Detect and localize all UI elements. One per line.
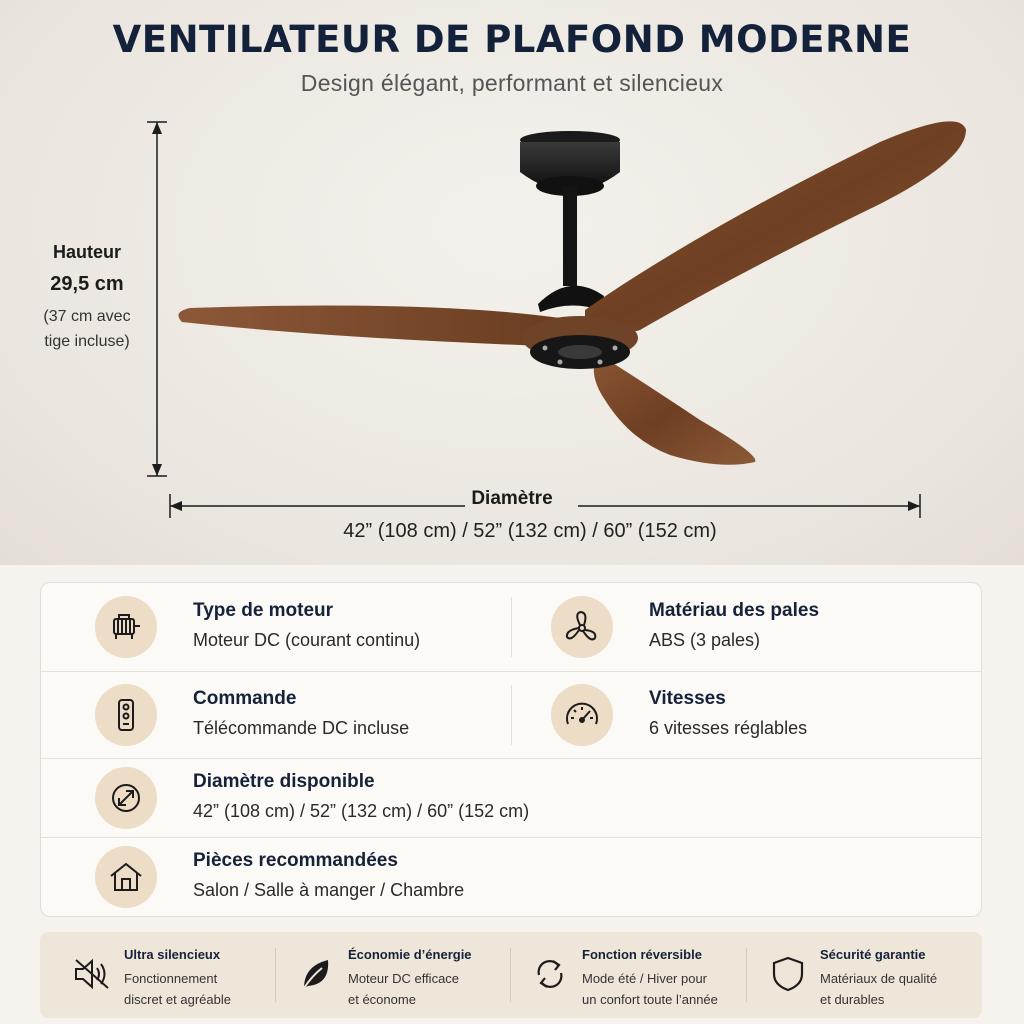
shield-icon bbox=[766, 952, 810, 996]
feature-divider bbox=[510, 948, 511, 1002]
spec-value: Télécommande DC incluse bbox=[193, 718, 410, 738]
features-bar bbox=[40, 932, 982, 1018]
remote-icon bbox=[95, 684, 157, 746]
diameter-value: 42” (108 cm) / 52” (132 cm) / 60” (152 cm) bbox=[343, 520, 717, 542]
feature-description bbox=[348, 968, 459, 1010]
feature-description bbox=[820, 968, 937, 1010]
height-value: 29,5 cm bbox=[50, 273, 124, 295]
feature-title: Économie d’énergie bbox=[348, 947, 472, 962]
height-label bbox=[22, 242, 152, 354]
page-subtitle: Design élégant, performant et silencieux bbox=[300, 70, 724, 96]
house-icon bbox=[95, 846, 157, 908]
feature-title: Fonction réversible bbox=[582, 947, 702, 962]
row-divider bbox=[41, 758, 981, 759]
feature-line: discret et agréable bbox=[124, 992, 231, 1007]
leaf-icon bbox=[294, 952, 338, 996]
fan-canopy bbox=[520, 131, 620, 312]
diameter-icon bbox=[95, 767, 157, 829]
height-title: Hauteur bbox=[52, 242, 121, 262]
spec-value: Moteur DC (courant continu) bbox=[193, 630, 421, 650]
row-divider bbox=[41, 837, 981, 838]
height-note-line-1: (37 cm avec bbox=[43, 308, 131, 325]
feature-title: Sécurité garantie bbox=[820, 947, 926, 962]
feature-line: Mode été / Hiver pour bbox=[582, 971, 708, 986]
spec-label: Commande bbox=[193, 688, 297, 709]
spec-value: ABS (3 pales) bbox=[649, 630, 761, 650]
spec-label: Pièces recommandées bbox=[193, 850, 398, 871]
spec-label: Matériau des pales bbox=[649, 600, 820, 621]
specs-card bbox=[40, 582, 982, 917]
feature-description bbox=[124, 968, 231, 1010]
spec-label: Vitesses bbox=[649, 688, 726, 709]
spec-value: Salon / Salle à manger / Chambre bbox=[193, 880, 465, 900]
feature-line: Moteur DC efficace bbox=[348, 971, 460, 986]
row-divider bbox=[41, 671, 981, 672]
feature-line: et durables bbox=[820, 992, 885, 1007]
page-title: VENTILATEUR DE PLAFOND MODERNE bbox=[112, 18, 912, 61]
spec-label: Diamètre disponible bbox=[193, 771, 375, 792]
spec-value: 42” (108 cm) / 52” (132 cm) / 60” (152 cm) bbox=[193, 801, 530, 821]
fan-motor-hub bbox=[522, 316, 638, 369]
diameter-title: Diamètre bbox=[471, 488, 553, 509]
spec-label: Type de moteur bbox=[193, 600, 334, 621]
feature-divider bbox=[746, 948, 747, 1002]
feature-line: et économe bbox=[348, 992, 416, 1007]
spec-value: 6 vitesses réglables bbox=[649, 718, 808, 738]
feature-line: Matériaux de qualité bbox=[820, 971, 938, 986]
fan-blades-icon bbox=[551, 596, 613, 658]
reverse-icon bbox=[528, 952, 572, 996]
column-divider bbox=[511, 685, 512, 745]
column-divider bbox=[511, 597, 512, 657]
height-note-line-2: tige incluse) bbox=[44, 333, 130, 350]
feature-divider bbox=[275, 948, 276, 1002]
feature-description bbox=[582, 968, 718, 1010]
height-note bbox=[22, 304, 152, 354]
feature-line: un confort toute l’année bbox=[582, 992, 718, 1007]
feature-line: Fonctionnement bbox=[124, 971, 218, 986]
mute-icon bbox=[70, 952, 114, 996]
feature-title: Ultra silencieux bbox=[124, 947, 221, 962]
motor-icon bbox=[95, 596, 157, 658]
speedometer-icon bbox=[551, 684, 613, 746]
